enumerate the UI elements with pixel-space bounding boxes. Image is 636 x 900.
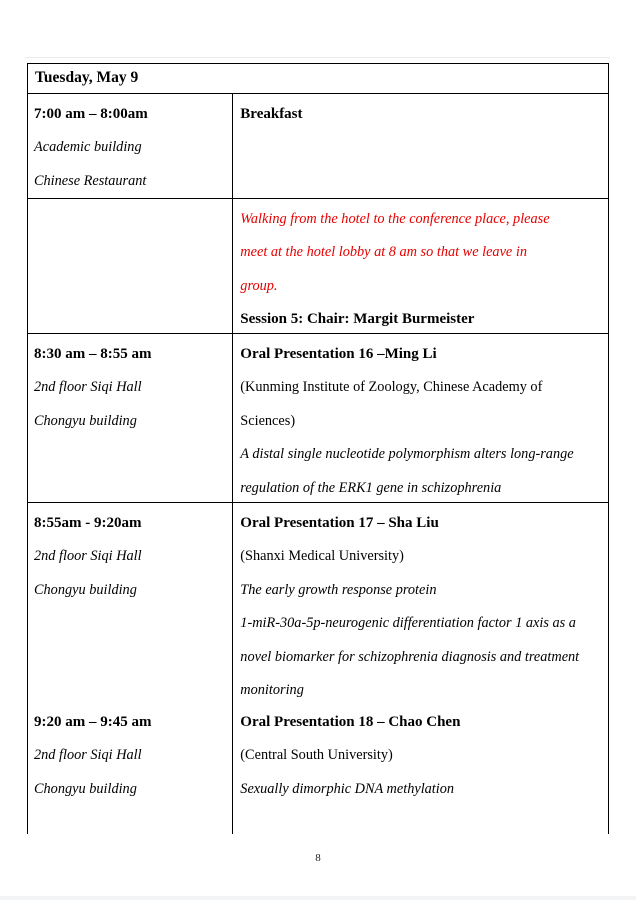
- schedule-row-breakfast: [28, 93, 608, 198]
- notice-text: Walking from the hotel to the conference place, please: [240, 211, 550, 227]
- event-cell: [233, 503, 608, 834]
- speaker-affiliation: (Shanxi Medical University): [240, 548, 404, 565]
- speaker-affiliation: (Central South University): [240, 747, 393, 764]
- talk-title: 1-miR-30a-5p-neurogenic differentiation factor 1 axis as a: [240, 615, 576, 632]
- event-title: Oral Presentation 18 – Chao Chen: [240, 714, 461, 730]
- empty-cell: [28, 199, 233, 333]
- session-location: 2nd floor Siqi Hall: [34, 747, 142, 764]
- session-location: Chongyu building: [34, 581, 137, 598]
- page-bottom-edge: [0, 896, 636, 900]
- talk-title: Sexually dimorphic DNA methylation: [240, 780, 455, 797]
- session-location: Chongyu building: [34, 412, 137, 429]
- event-block-oral18: [240, 702, 602, 806]
- speaker-affiliation: Sciences): [240, 412, 296, 429]
- talk-title: regulation of the ERK1 gene in schizophrenia: [240, 479, 502, 496]
- session-location: 2nd floor Siqi Hall: [34, 548, 142, 565]
- talk-title: monitoring: [240, 681, 304, 698]
- notice-cell: [233, 199, 608, 333]
- speaker-affiliation: (Kunming Institute of Zoology, Chinese Academy of: [240, 379, 543, 396]
- talk-title: novel biomarker for schizophrenia diagnosis and treatment: [240, 648, 580, 665]
- session-time: 7:00 am – 8:00am: [34, 106, 148, 122]
- session-location: Academic building: [34, 139, 142, 156]
- page-number: 8: [315, 852, 321, 864]
- session-location: Chongyu building: [34, 780, 137, 797]
- time-location-block-oral18: [34, 702, 228, 806]
- day-header: Tuesday, May 9: [35, 69, 139, 86]
- event-title: Oral Presentation 16 –Ming Li: [240, 346, 437, 362]
- talk-title: The early growth response protein: [240, 581, 437, 598]
- session-time: 8:30 am – 8:55 am: [34, 346, 152, 362]
- session-time: 9:20 am – 9:45 am: [34, 714, 152, 730]
- notice-text: group.: [240, 277, 278, 294]
- schedule-row-oral17-18: [28, 502, 608, 834]
- notice-text: meet at the hotel lobby at 8 am so that we leave in: [240, 244, 527, 261]
- session-time: 8:55am - 9:20am: [34, 515, 142, 531]
- time-location-block-oral17: [34, 503, 228, 702]
- session-location: Chinese Restaurant: [34, 172, 147, 189]
- event-cell: [233, 334, 608, 502]
- time-location-cell: [28, 94, 233, 198]
- event-block-oral17: [240, 503, 602, 702]
- session-header: Session 5: Chair: Margit Burmeister: [240, 311, 475, 328]
- talk-title: A distal single nucleotide polymorphism alters long-range: [240, 446, 574, 463]
- time-location-cell: [28, 503, 233, 834]
- schedule-row-notice: [28, 198, 608, 333]
- table-continuation-mark: [25, 57, 610, 58]
- session-location: 2nd floor Siqi Hall: [34, 379, 142, 396]
- time-location-cell: [28, 334, 233, 502]
- event-title: Oral Presentation 17 – Sha Liu: [240, 515, 439, 531]
- schedule-table: [27, 63, 609, 834]
- event-title: Breakfast: [240, 106, 303, 122]
- event-cell: [233, 94, 608, 198]
- schedule-row-oral16: [28, 333, 608, 502]
